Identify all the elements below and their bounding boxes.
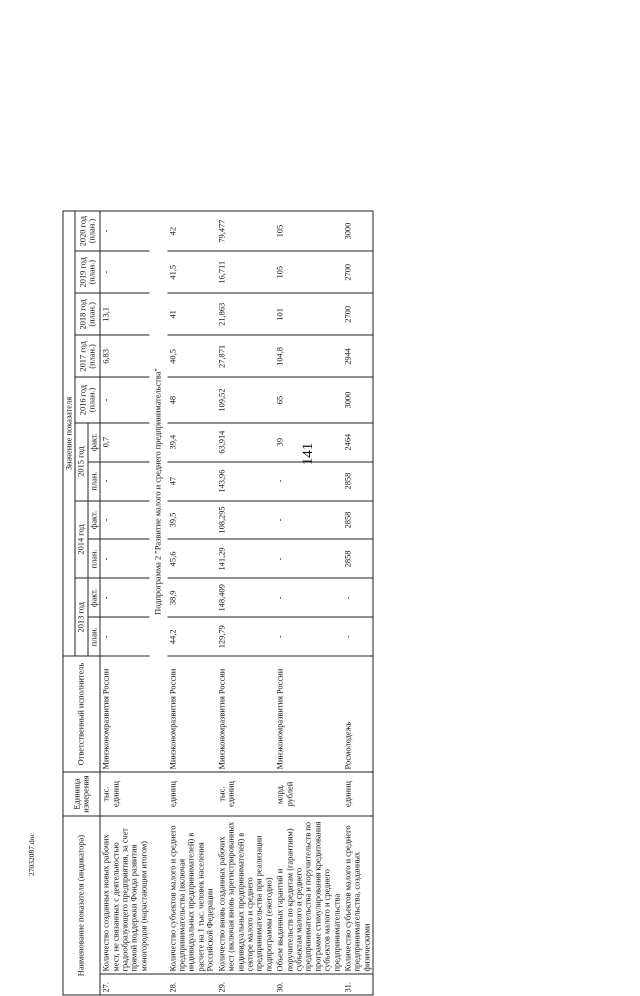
row-number: 30. [275, 974, 343, 995]
value-2015-plan: - [275, 462, 343, 501]
value-2018: 2700 [342, 293, 373, 335]
table-row [216, 211, 274, 995]
table-row [342, 211, 373, 995]
value-2019: 2700 [342, 251, 373, 293]
indicator-name: Количество вновь созданных рабочих мест (включая вновь зарегистрированных индивидуальных предпринимателей) в секторе малого и среднего предпринимательства при реализации подпрограммы (ежегодно) [216, 816, 274, 974]
executor-cell: Росмолодежь [342, 656, 373, 772]
header-year-2014: 2014 год [75, 501, 87, 579]
value-2014-fact: 108,295 [216, 501, 274, 540]
header-year-2015: 2015 год [75, 423, 87, 501]
header-year-2013: 2013 год [75, 578, 87, 656]
row-number: 27. [100, 974, 150, 995]
value-2013-fact: - [342, 578, 373, 617]
value-2015-plan: 47 [167, 462, 216, 501]
value-2018: 21,863 [216, 293, 274, 335]
value-2020: 3000 [342, 211, 373, 251]
value-2020: - [100, 211, 150, 251]
value-2017: 2944 [342, 335, 373, 377]
value-2015-plan: 143,96 [216, 462, 274, 501]
table-row [167, 211, 216, 995]
value-2013-plan: - [100, 617, 150, 656]
value-2014-plan: 141,29 [216, 539, 274, 578]
value-2014-fact: - [100, 501, 150, 540]
header-indicator-name: Наименование показателя (индикатора) [63, 816, 100, 995]
row-number: 28. [167, 974, 216, 995]
header-year-2017: 2017 год (план.) [75, 335, 100, 377]
unit-cell: единиц [167, 772, 216, 816]
header-year-2020: 2020 год (план.) [75, 211, 100, 251]
indicator-name: Количество субъектов малого и среднего предпринимательства (включая индивидуальных предпринимателей) в расчете на 1 тыс. человек населения Российской Федерации [167, 816, 216, 974]
subprogram-row [150, 211, 167, 995]
value-2013-fact: - [100, 578, 150, 617]
value-2015-plan: - [100, 462, 150, 501]
header-unit: Единица измерения [63, 772, 100, 816]
value-2015-fact: 39,4 [167, 423, 216, 462]
subprogram-title: Подпрограмма 2 "Развитие малого и среднего предпринимательства" [150, 211, 167, 772]
value-2017: 27,871 [216, 335, 274, 377]
header-year-2016: 2016 год (план.) [75, 377, 100, 422]
document-filename: 27032087.doc [27, 833, 36, 876]
row-number: 31. [342, 974, 373, 995]
value-2015-fact: 0,7 [100, 423, 150, 462]
value-2013-fact: 38,9 [167, 578, 216, 617]
header-year-2019: 2019 год (план.) [75, 251, 100, 293]
value-2016: - [100, 377, 150, 422]
executor-cell: Минэкономразвития России [216, 656, 274, 772]
value-2014-plan: 2858 [342, 539, 373, 578]
value-2015-plan: 2858 [342, 462, 373, 501]
unit-cell: тыс. единиц [216, 772, 274, 816]
header-2015-plan: план. [88, 462, 100, 501]
indicators-table [63, 211, 374, 996]
value-2014-fact: 2858 [342, 501, 373, 540]
value-2017: 6,83 [100, 335, 150, 377]
indicator-name: Объем выданных гарантий и поручительств по кредитам (гарантиям) субъектам малого и среднего предпринимательства и поручительств по программе стимулирования кредитования субъектов малого и среднего предпринимательства [275, 816, 343, 974]
value-2013-plan: 44,2 [167, 617, 216, 656]
value-2019: - [100, 251, 150, 293]
header-executor: Ответственный исполнитель [63, 656, 100, 772]
value-2013-fact: 148,409 [216, 578, 274, 617]
value-2014-fact: 39,5 [167, 501, 216, 540]
value-2019: 16,711 [216, 251, 274, 293]
value-2015-fact: 63,914 [216, 423, 274, 462]
header-value-group: Значение показателя [63, 211, 75, 656]
value-2014-plan: - [275, 539, 343, 578]
value-2018: 101 [275, 293, 343, 335]
value-2013-fact: - [275, 578, 343, 617]
header-2013-plan: план. [88, 617, 100, 656]
table-row [100, 211, 150, 995]
page-number: 141 [300, 442, 316, 466]
header-year-2018: 2018 год (план.) [75, 293, 100, 335]
row-number: 29. [216, 974, 274, 995]
indicator-name: Количество субъектов малого и среднего предпринимательства, созданных физическими [342, 816, 373, 974]
indicator-name: Количество созданных новых рабочих мест, не связанных с деятельностью градообразующего предприятия, за счет прямой поддержки Фонда развития моногородов (нарастающим итогом) [100, 816, 150, 974]
executor-cell: Минэкономразвития России [275, 656, 343, 772]
value-2019: 105 [275, 251, 343, 293]
unit-cell: единиц [342, 772, 373, 816]
value-2013-plan: 129,79 [216, 617, 274, 656]
value-2019: 41,5 [167, 251, 216, 293]
value-2016: 65 [275, 377, 343, 422]
unit-cell: млрд. рублей [275, 772, 343, 816]
value-2013-plan: - [342, 617, 373, 656]
value-2014-plan: - [100, 539, 150, 578]
executor-cell: Минэкономразвития России [100, 656, 150, 772]
value-2017: 40,5 [167, 335, 216, 377]
unit-cell: тыс. единиц [100, 772, 150, 816]
header-2015-fact: факт. [88, 423, 100, 462]
header-2013-fact: факт. [88, 578, 100, 617]
value-2015-fact: 2464 [342, 423, 373, 462]
value-2018: 13,1 [100, 293, 150, 335]
value-2014-plan: 45,6 [167, 539, 216, 578]
header-2014-fact: факт. [88, 501, 100, 540]
rotated-table-container [63, 211, 553, 996]
executor-cell: Минэкономразвития России [167, 656, 216, 772]
value-2020: 105 [275, 211, 343, 251]
value-2015-fact: 39 [275, 423, 343, 462]
value-2016: 109,52 [216, 377, 274, 422]
value-2016: 48 [167, 377, 216, 422]
header-2014-plan: план. [88, 539, 100, 578]
value-2018: 41 [167, 293, 216, 335]
value-2020: 42 [167, 211, 216, 251]
value-2017: 104,8 [275, 335, 343, 377]
value-2016: 3000 [342, 377, 373, 422]
value-2013-plan: - [275, 617, 343, 656]
value-2014-fact: - [275, 501, 343, 540]
table-row [275, 211, 343, 995]
value-2020: 79,477 [216, 211, 274, 251]
